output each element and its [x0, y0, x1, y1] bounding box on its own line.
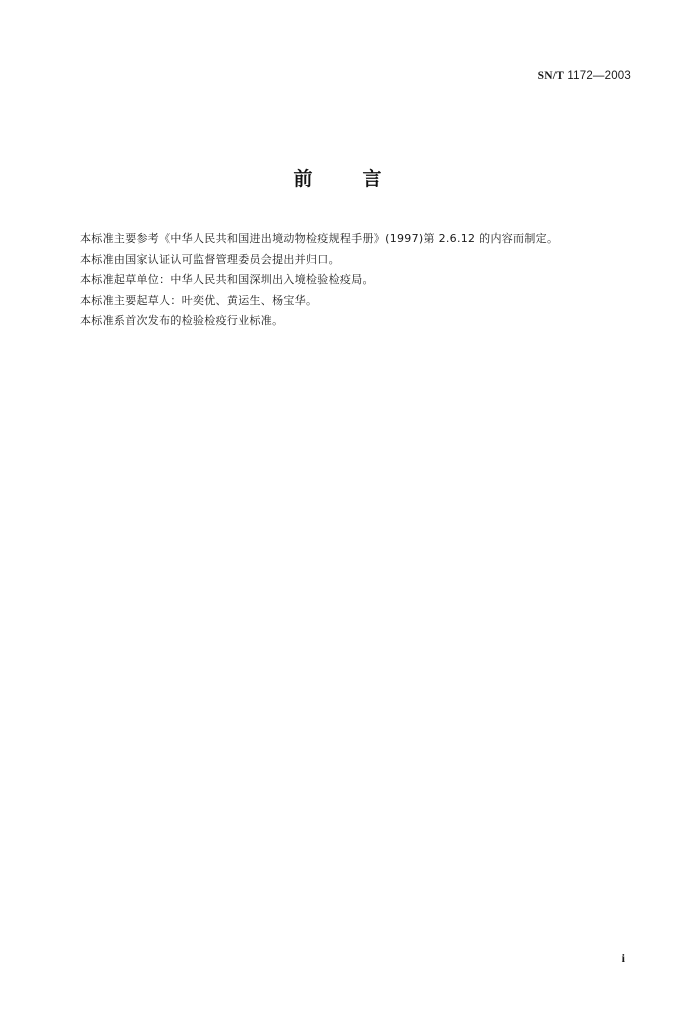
foreword-paragraph: 本标准系首次发布的检验检疫行业标准。 [80, 314, 284, 327]
standard-code-number: 1172—2003 [563, 70, 631, 82]
foreword-paragraph: 本标准起草单位：中华人民共和国深圳出入境检验检疫局。 [80, 273, 374, 286]
standard-code [538, 70, 631, 82]
standard-code-prefix: SN/T [537, 70, 564, 82]
foreword-paragraph: 本标准主要起草人：叶奕优、黄运生、杨宝华。 [80, 293, 318, 307]
page-title: 前言 [293, 168, 432, 190]
foreword-paragraph: 本标准主要参考《中华人民共和国进出境动物检疫规程手册》(1997)第 2.6.12 的内容而制定。 [80, 232, 559, 245]
foreword-paragraph: 本标准由国家认证认可监督管理委员会提出并归口。 [80, 252, 340, 266]
foreword-body [80, 229, 640, 332]
page-number: i [621, 951, 625, 965]
